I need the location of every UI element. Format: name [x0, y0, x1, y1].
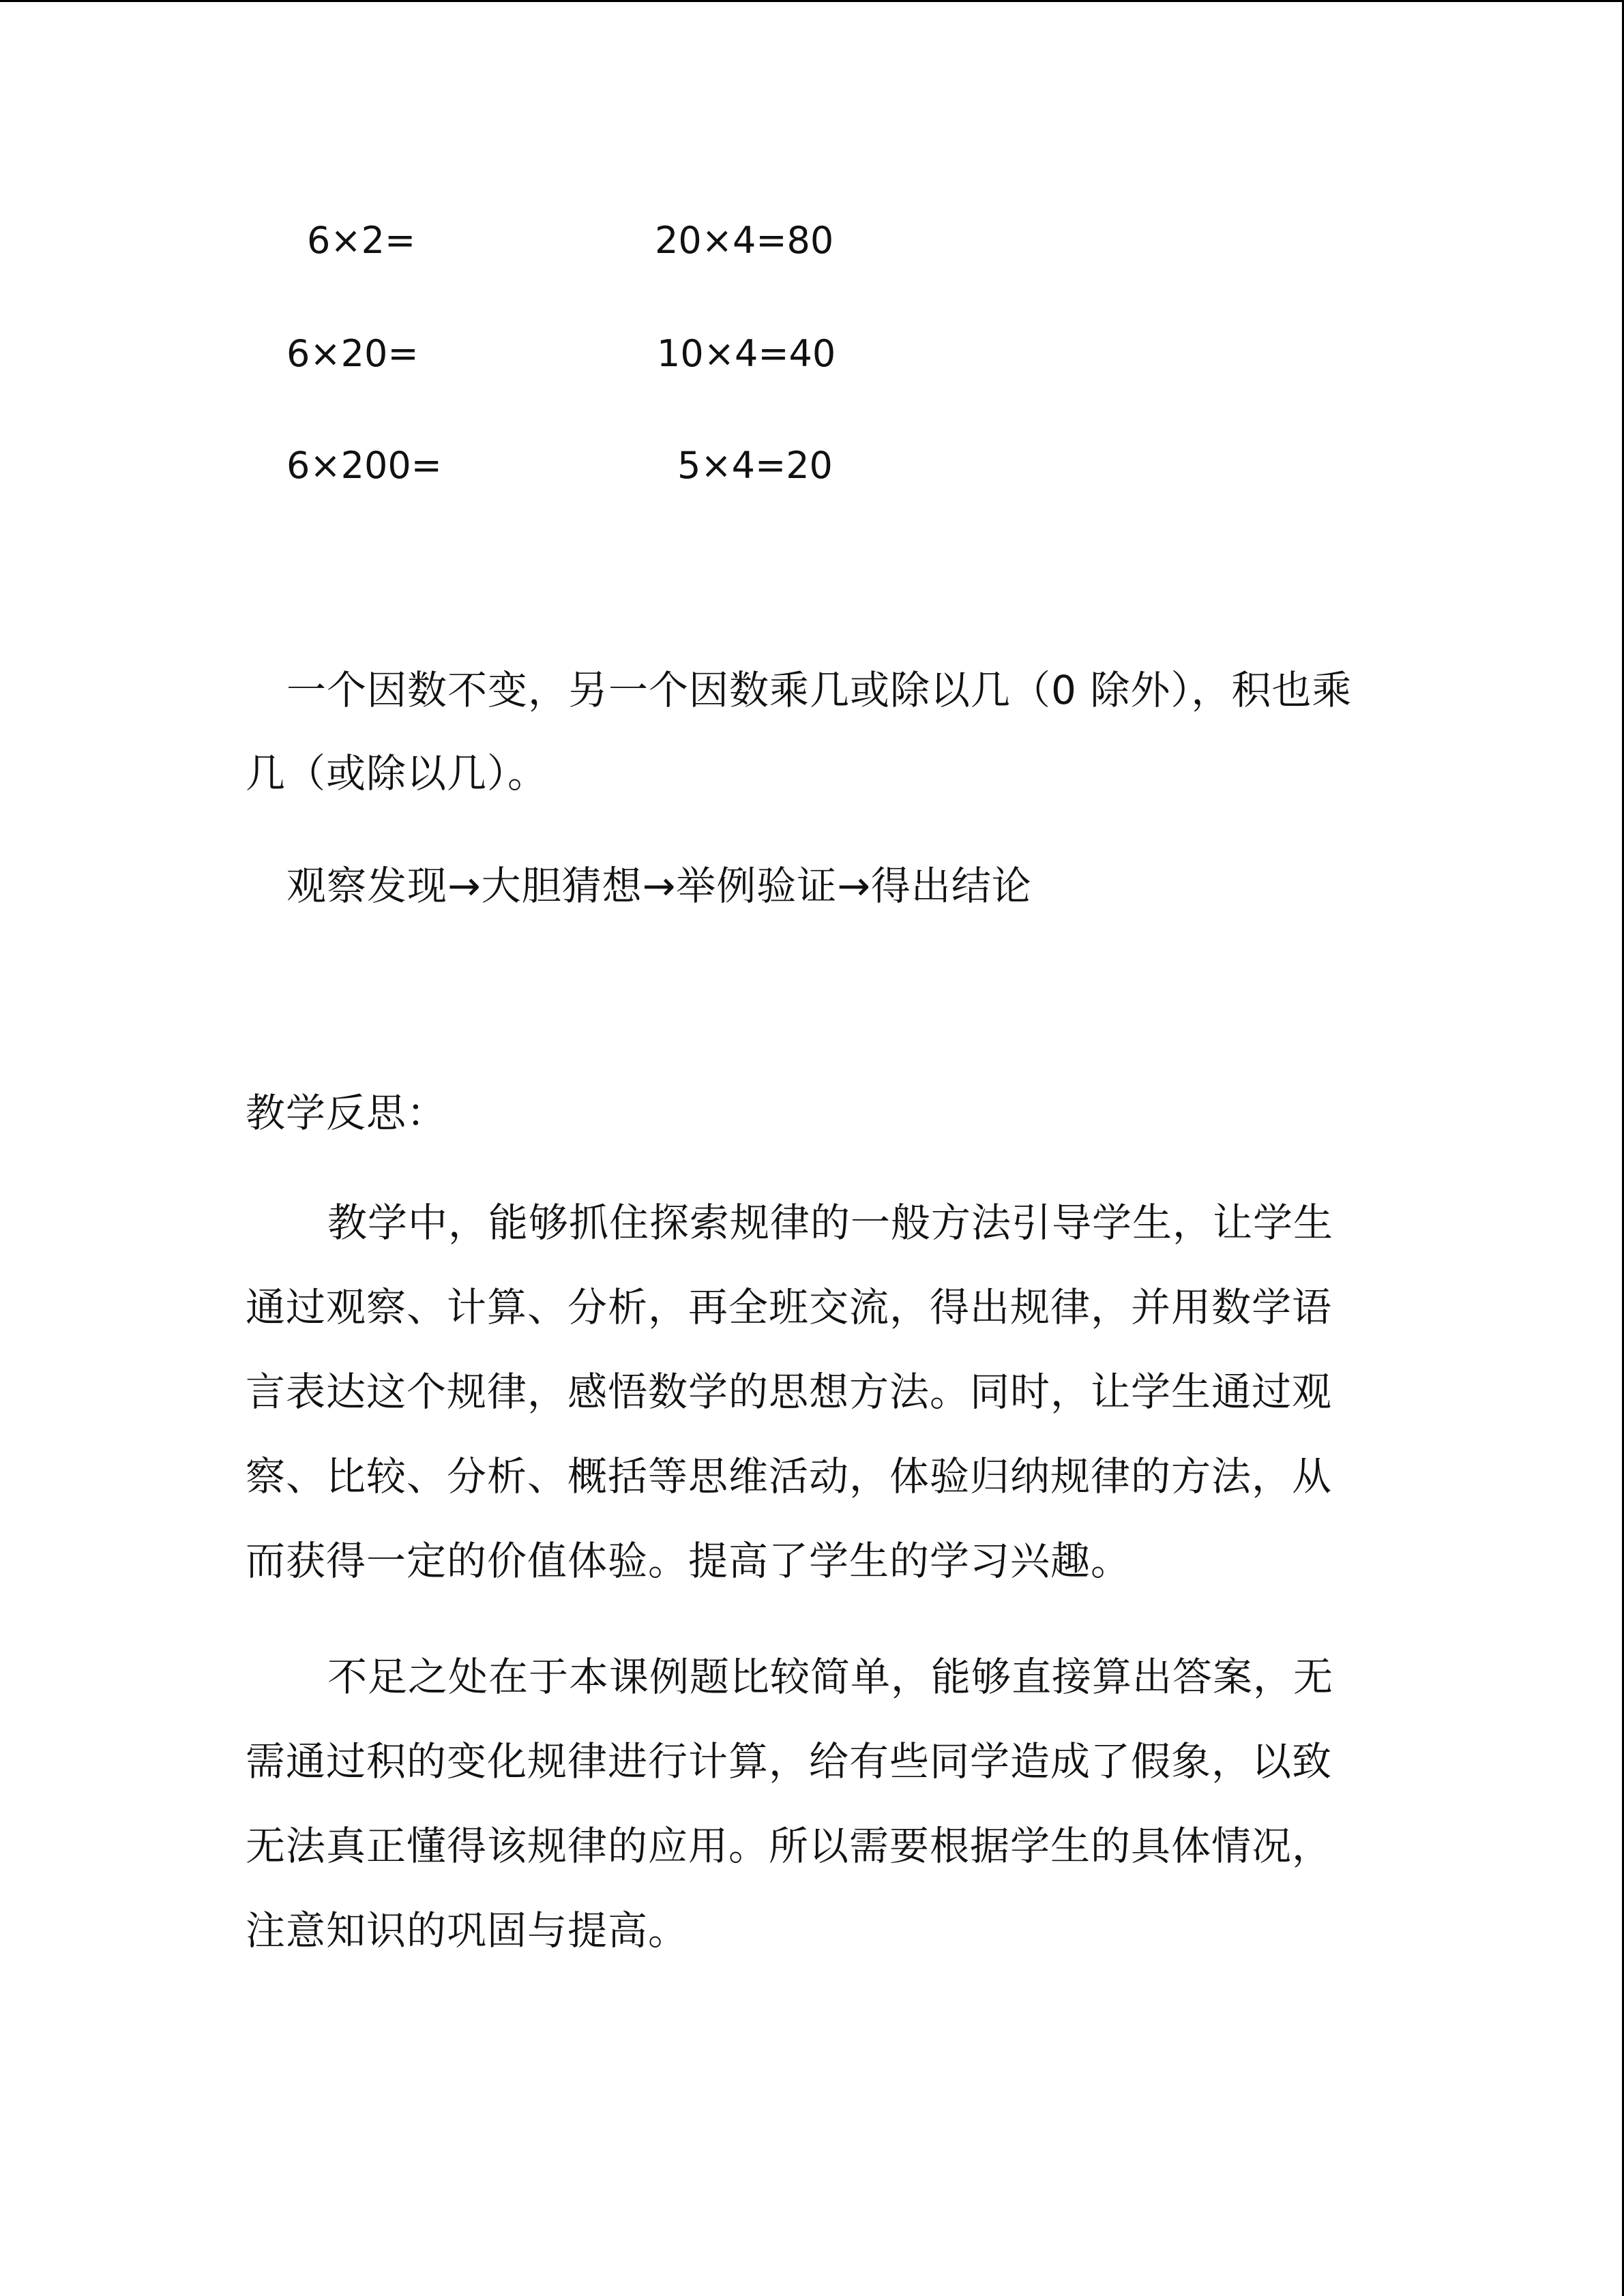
page-top-border — [0, 0, 1624, 2]
reflection-paragraph-line: 不足之处在于本课例题比较简单，能够直接算出答案，无 — [327, 1654, 1334, 1700]
rule-line: 几（或除以几）。 — [246, 750, 548, 796]
equation-left: 6×20= — [286, 332, 419, 375]
reflection-paragraph-line: 通过观察、计算、分析，再全班交流，得出规律，并用数学语 — [246, 1284, 1333, 1330]
reflection-paragraph-line: 注意知识的巩固与提高。 — [246, 1907, 689, 1954]
equation-right: 10×4=40 — [657, 332, 836, 375]
rule-line: 一个因数不变，另一个因数乘几或除以几（0 除外），积也乘 — [286, 667, 1353, 713]
equation-left: 6×200= — [286, 444, 442, 487]
equation-right: 5×4=20 — [677, 444, 833, 487]
reflection-heading: 教学反思： — [246, 1090, 447, 1136]
reflection-paragraph-line: 无法真正懂得该规律的应用。所以需要根据学生的具体情况， — [246, 1823, 1333, 1869]
reflection-paragraph-line: 需通过积的变化规律进行计算，给有些同学造成了假象，以致 — [246, 1738, 1333, 1785]
reflection-paragraph-line: 言表达这个规律，感悟数学的思想方法。同时，让学生通过观 — [246, 1369, 1333, 1415]
equation-left: 6×2= — [307, 219, 416, 262]
reflection-paragraph-line: 教学中，能够抓住探索规律的一般方法引导学生，让学生 — [327, 1199, 1334, 1246]
reflection-paragraph-line: 察、比较、分析、概括等思维活动，体验归纳规律的方法，从 — [246, 1453, 1333, 1500]
equation-right: 20×4=80 — [655, 219, 834, 262]
method-line: 观察发现→大胆猜想→举例验证→得出结论 — [286, 863, 1032, 909]
reflection-paragraph-line: 而获得一定的价值体验。提高了学生的学习兴趣。 — [246, 1538, 1132, 1584]
